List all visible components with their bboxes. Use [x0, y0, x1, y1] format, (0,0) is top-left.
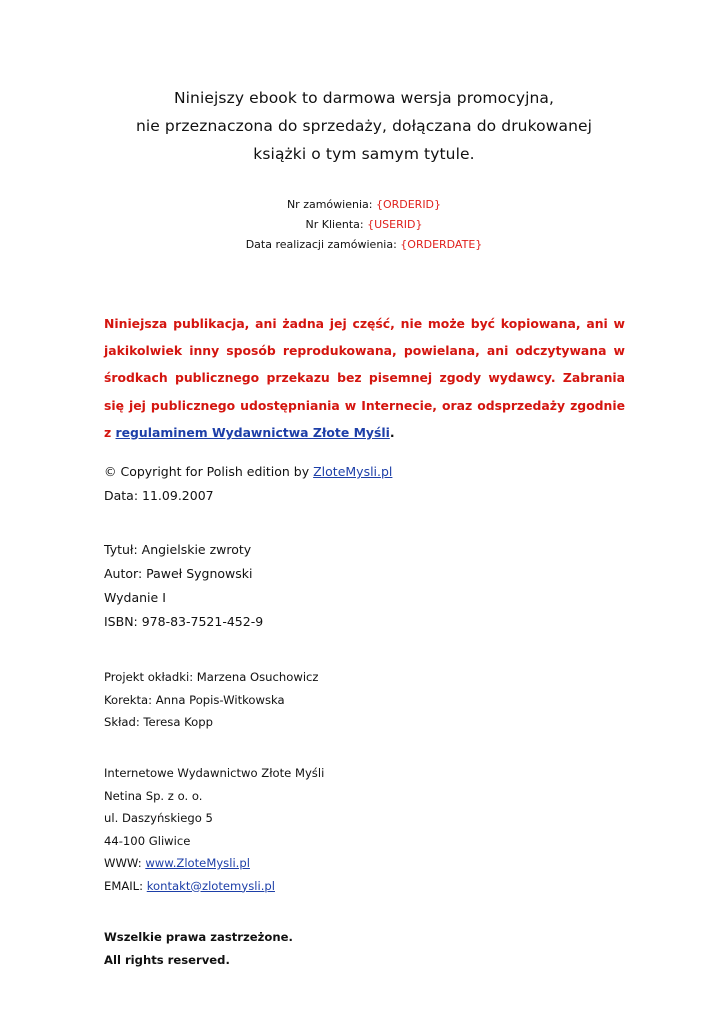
- order-id-row: [0, 195, 728, 215]
- cover-credit: Projekt okładki: Marzena Osuchowicz: [104, 670, 319, 684]
- typesetting-credit: Skład: Teresa Kopp: [104, 715, 213, 729]
- book-author: Autor: Paweł Sygnowski: [104, 566, 253, 581]
- rights-block: [104, 926, 293, 971]
- publisher-company: Netina Sp. z o. o.: [104, 788, 203, 803]
- zlotemysli-link[interactable]: ZloteMysli.pl: [313, 464, 393, 479]
- www-link[interactable]: www.ZloteMysli.pl: [145, 856, 250, 870]
- notice-end: .: [389, 424, 395, 440]
- notice-text: Niniejsza publikacja, ani żadna jej część, nie może być kopiowana, ani w jakikolwiek inny sposób reprodukowana, powielana, ani odczytywana w środkach publicznego przekazu bez pisemnej zgody wydawcy. Zabrania się jej publicznego udostępniania w Internecie, oraz odsprzedaży zgodnie z: [104, 316, 625, 440]
- order-date-row: [0, 235, 728, 255]
- promo-line: Niniejszy ebook to darmowa wersja promocyjna,: [173, 89, 555, 107]
- promo-notice: [0, 84, 728, 168]
- rights-reserved-en: All rights reserved.: [104, 952, 230, 967]
- publisher-city: 44-100 Gliwice: [104, 833, 191, 848]
- book-info: [104, 538, 263, 634]
- order-id-label: Nr zamówienia:: [286, 198, 376, 211]
- publisher-name: Internetowe Wydawnictwo Złote Myśli: [104, 766, 325, 780]
- client-id-label: Nr Klienta:: [305, 218, 368, 231]
- copyright-notice: [104, 310, 625, 446]
- client-id-row: [0, 215, 728, 235]
- order-date-label: Data realizacji zamówienia:: [245, 238, 401, 251]
- copyright-line: [104, 460, 392, 484]
- book-title: Tytuł: Angielskie zwroty: [104, 542, 252, 557]
- book-isbn: ISBN: 978-83-7521-452-9: [104, 614, 264, 629]
- email-link[interactable]: kontakt@zlotemysli.pl: [146, 878, 275, 893]
- order-info: [0, 195, 728, 255]
- book-edition: Wydanie I: [104, 590, 166, 605]
- rights-reserved-pl: Wszelkie prawa zastrzeżone.: [104, 930, 293, 944]
- copyright-block: [104, 460, 392, 508]
- client-id-value: {USERID}: [367, 218, 423, 231]
- publisher-street: ul. Daszyńskiego 5: [104, 811, 213, 825]
- promo-line: książki o tym samym tytule.: [253, 145, 475, 163]
- publisher-www: [104, 852, 324, 875]
- www-label: WWW:: [104, 856, 146, 870]
- order-date-value: {ORDERDATE}: [400, 238, 483, 251]
- proofreading-credit: Korekta: Anna Popis-Witkowska: [104, 692, 285, 707]
- promo-line: nie przeznaczona do sprzedaży, dołączana do drukowanej: [135, 117, 593, 135]
- regulations-link[interactable]: regulaminem Wydawnictwa Złote Myśli: [115, 424, 390, 440]
- publisher-block: [104, 762, 324, 897]
- publisher-email: [104, 875, 324, 898]
- order-id-value: {ORDERID}: [375, 198, 442, 211]
- email-label: EMAIL:: [104, 878, 147, 893]
- credits-block: [104, 666, 319, 734]
- copyright-prefix: © Copyright for Polish edition by: [104, 464, 314, 479]
- edition-date: Data: 11.09.2007: [104, 488, 214, 503]
